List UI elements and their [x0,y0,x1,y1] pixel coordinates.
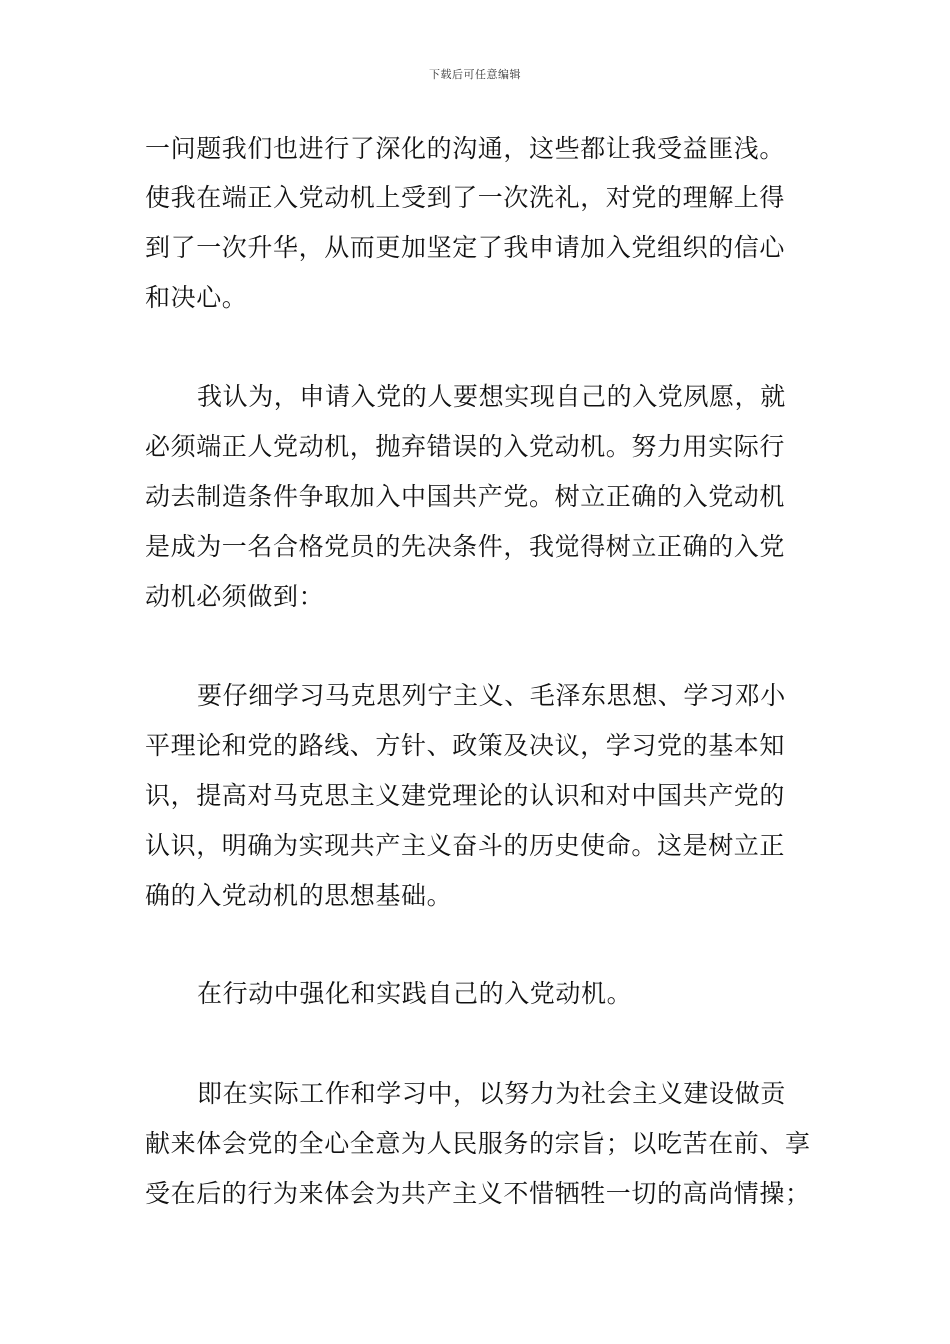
paragraph-2-line-4: 是成为一名合格党员的先决条件，我觉得树立正确的入党 [145,532,786,561]
paragraph-4-line-1: 在行动中强化和实践自己的入党动机。 [197,979,633,1008]
paragraph-2-line-5: 动机必须做到： [145,582,325,611]
paragraph-3-line-5: 确的入党动机的思想基础。 [145,881,453,910]
paragraph-3-line-4: 认识，明确为实现共产主义奋斗的历史使命。这是树立正 [145,831,786,860]
paragraph-5-line-2: 献来体会党的全心全意为人民服务的宗旨；以吃苦在前、享 [145,1129,811,1158]
paragraph-1-line-3: 到了一次升华，从而更加坚定了我申请加入党组织的信心 [145,233,786,262]
paragraph-2-line-2: 必须端正人党动机，抛弃错误的入党动机。努力用实际行 [145,432,786,461]
paragraph-1-line-4: 和决心。 [145,283,248,312]
page-header: 下载后可任意编辑 [429,68,521,81]
paragraph-3-line-3: 识，提高对马克思主义建党理论的认识和对中国共产党的 [145,781,786,810]
paragraph-5-line-3: 受在后的行为来体会为共产主义不惜牺牲一切的高尚情操； [145,1179,811,1208]
paragraph-1-line-2: 使我在端正入党动机上受到了一次洗礼，对党的理解上得 [145,183,786,212]
paragraph-2-line-1: 我认为，申请入党的人要想实现自己的入党夙愿，就 [197,382,786,411]
paragraph-1-line-1: 一问题我们也进行了深化的沟通，这些都让我受益匪浅。 [145,134,786,163]
paragraph-5-line-1: 即在实际工作和学习中，以努力为社会主义建设做贡 [197,1079,786,1108]
paragraph-3-line-2: 平理论和党的路线、方针、政策及决议，学习党的基本知 [145,731,786,760]
paragraph-2-line-3: 动去制造条件争取加入中国共产党。树立正确的入党动机 [145,482,786,511]
paragraph-3-line-1: 要仔细学习马克思列宁主义、毛泽东思想、学习邓小 [197,681,786,710]
